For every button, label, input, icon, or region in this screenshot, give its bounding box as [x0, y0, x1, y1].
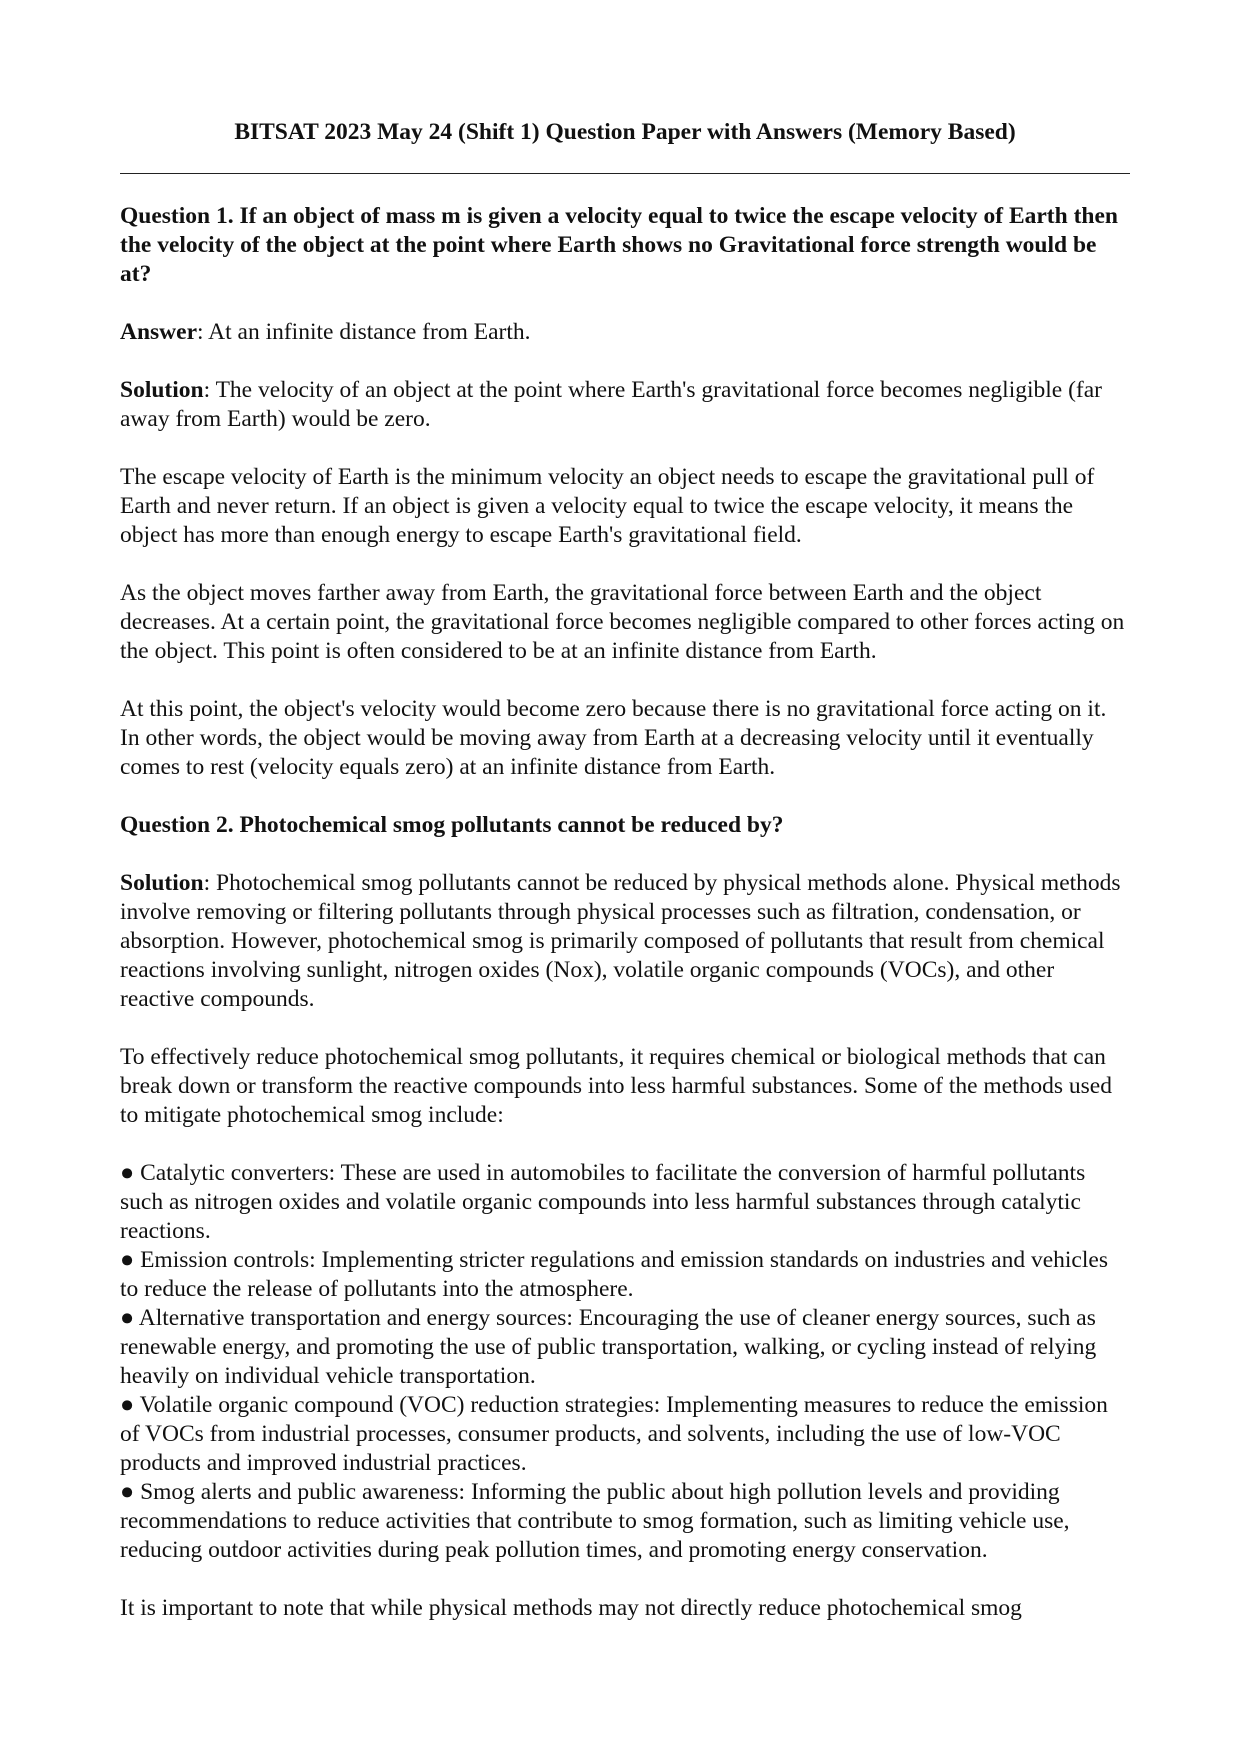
q2-closing: It is important to note that while physical methods may not directly reduce photochemical smog — [120, 1595, 1022, 1621]
solution-text: : Photochemical smog pollutants cannot be reduced by physical methods alone. Physical methods involve removing or filtering pollutants through physical processes such as filtration, condensation, or absorption. However, photochemical smog is primarily composed of pollutants that result from chemical reactions involving sunlight, nitrogen oxides (Nox), volatile organic compounds (VOCs), and other reactive compounds. — [120, 870, 1121, 1012]
question-1: Question 1. If an object of mass m is given a velocity equal to twice the escape velocity of Earth then the velocity of the object at the point where Earth shows no Gravitational force strength would be at? — [120, 203, 1118, 287]
document-page — [120, 118, 1130, 1652]
list-item: ● Emission controls: Implementing stricter regulations and emission standards on industries and vehicles to reduce the release of pollutants into the atmosphere. — [120, 1247, 1108, 1302]
q1-paragraph: The escape velocity of Earth is the minimum velocity an object needs to escape the gravitational pull of Earth and never return. If an object is given a velocity equal to twice the escape velocity, it means the object has more than enough energy to escape Earth's gravitational field. — [120, 464, 1095, 548]
q2-intro: To effectively reduce photochemical smog pollutants, it requires chemical or biological methods that can break down or transform the reactive compounds into less harmful substances. Some of the methods used to mitigate photochemical smog include: — [120, 1044, 1112, 1128]
q1-paragraph: As the object moves farther away from Earth, the gravitational force between Earth and the object decreases. At a certain point, the gravitational force becomes negligible compared to other forces acting on the object. This point is often considered to be at an infinite distance from Earth. — [120, 580, 1125, 664]
list-item: ● Volatile organic compound (VOC) reduction strategies: Implementing measures to reduce the emission of VOCs from industrial processes, consumer products, and solvents, including the use of low-VOC products and improved industrial practices. — [120, 1392, 1108, 1476]
list-item: ● Smog alerts and public awareness: Informing the public about high pollution levels and providing recommendations to reduce activities that contribute to smog formation, such as limiting vehicle use, reducing outdoor activities during peak pollution times, and promoting energy conservation. — [120, 1479, 1070, 1563]
list-item: ● Alternative transportation and energy sources: Encouraging the use of cleaner energy sources, such as renewable energy, and promoting the use of public transportation, walking, or cycling instead of relying heavily on individual vehicle transportation. — [120, 1305, 1097, 1389]
document-title: BITSAT 2023 May 24 (Shift 1) Question Paper with Answers (Memory Based) — [234, 119, 1016, 145]
answer-1 — [120, 318, 1130, 347]
solution-1 — [120, 376, 1130, 434]
solution-text: : The velocity of an object at the point where Earth's gravitational force becomes negligible (far away from Earth) would be zero. — [120, 377, 1103, 432]
answer-text: : At an infinite distance from Earth. — [197, 319, 531, 345]
answer-label: Answer — [120, 319, 198, 345]
list-item: ● Catalytic converters: These are used in automobiles to facilitate the conversion of harmful pollutants such as nitrogen oxides and volatile organic compounds into less harmful substances through catalytic reactions. — [120, 1160, 1086, 1244]
q1-paragraph: At this point, the object's velocity would become zero because there is no gravitational force acting on it. In other words, the object would be moving away from Earth at a decreasing velocity until it eventually comes to rest (velocity equals zero) at an infinite distance from Earth. — [120, 696, 1107, 780]
methods-list — [120, 1159, 1130, 1565]
question-2: Question 2. Photochemical smog pollutants cannot be reduced by? — [120, 812, 784, 838]
title-divider — [120, 173, 1130, 174]
solution-label: Solution — [120, 377, 204, 403]
solution-label: Solution — [120, 870, 204, 896]
solution-2 — [120, 869, 1130, 1014]
